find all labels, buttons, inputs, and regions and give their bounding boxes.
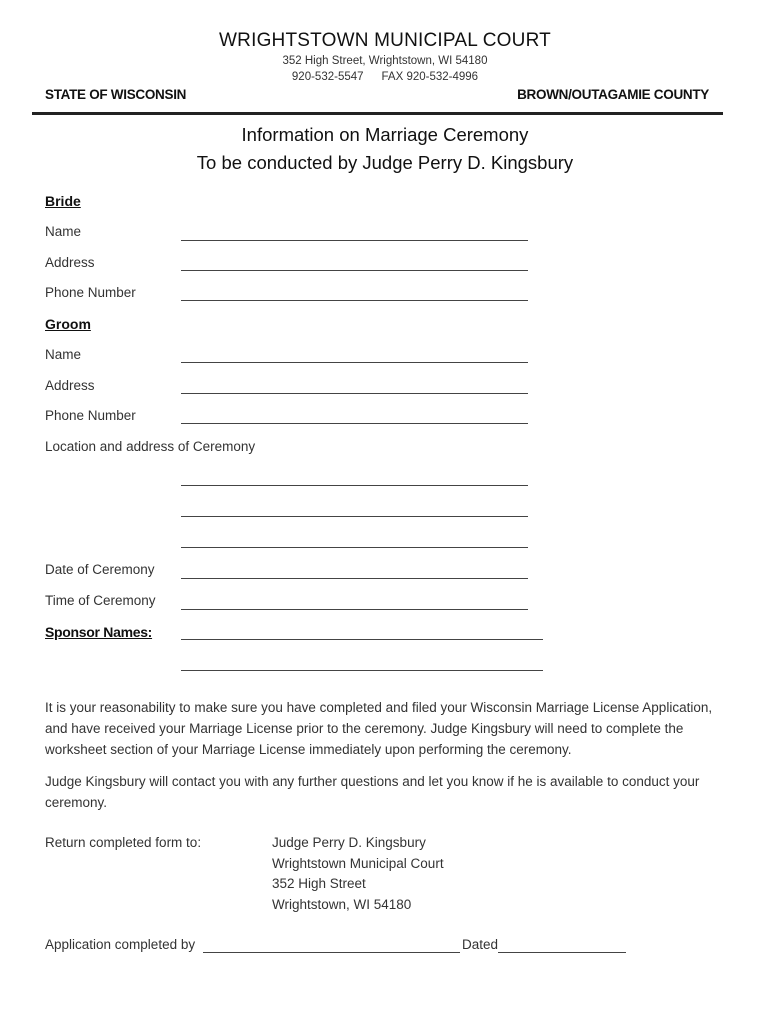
sponsor-label: Sponsor Names: xyxy=(45,624,153,640)
contact-paragraph xyxy=(45,771,735,813)
return-address-line: 352 High Street xyxy=(272,876,366,891)
groom-phone-field[interactable] xyxy=(181,423,528,424)
bride-phone-label: Phone Number xyxy=(45,285,136,300)
bride-name-label: Name xyxy=(45,224,82,239)
return-address xyxy=(272,833,444,915)
paragraph-line: ceremony. xyxy=(45,795,108,810)
groom-heading: Groom xyxy=(45,316,91,332)
groom-address-field[interactable] xyxy=(181,393,528,394)
time-label: Time of Ceremony xyxy=(45,593,156,608)
sponsor-field-line-1[interactable] xyxy=(181,639,543,640)
court-fax: FAX 920-532-4996 xyxy=(381,71,479,83)
return-address-line: Wrightstown, WI 54180 xyxy=(272,896,412,912)
groom-address-label: Address xyxy=(45,378,95,393)
court-address: 352 High Street, Wrightstown, WI 54180 xyxy=(282,55,488,67)
court-phone: 920-532-5547 xyxy=(291,71,364,83)
bride-name-field[interactable] xyxy=(181,240,528,241)
location-field-line-1[interactable] xyxy=(181,485,528,486)
return-address-line: Wrightstown Municipal Court xyxy=(272,855,444,871)
completed-by-field[interactable] xyxy=(203,952,460,953)
responsibility-paragraph xyxy=(45,697,735,760)
state-label: STATE OF WISCONSIN xyxy=(45,87,187,102)
paragraph-line: Judge Kingsbury will contact you with any further questions and let you know if he is available to conduct your xyxy=(45,774,700,789)
return-address-line: Judge Perry D. Kingsbury xyxy=(272,835,426,850)
return-label: Return completed form to: xyxy=(45,835,202,850)
bride-address-label: Address xyxy=(45,255,95,270)
document-subtitle: To be conducted by Judge Perry D. Kingsbury xyxy=(196,152,574,173)
county-label: BROWN/OUTAGAMIE COUNTY xyxy=(517,87,709,102)
court-name: WRIGHTSTOWN MUNICIPAL COURT xyxy=(219,30,551,51)
date-field[interactable] xyxy=(181,578,528,579)
bride-phone-field[interactable] xyxy=(181,300,528,301)
paragraph-line: It is your reasonability to make sure you have completed and filed your Wisconsin Marriage License Application, xyxy=(45,700,713,715)
time-field[interactable] xyxy=(181,609,528,610)
location-label: Location and address of Ceremony xyxy=(45,439,256,454)
location-field-line-3[interactable] xyxy=(181,547,528,548)
document-title: Information on Marriage Ceremony xyxy=(241,124,529,145)
bride-heading: Bride xyxy=(45,193,81,209)
groom-name-field[interactable] xyxy=(181,362,528,363)
completed-by-label: Application completed by xyxy=(45,937,196,952)
location-field-line-2[interactable] xyxy=(181,516,528,517)
paragraph-line: and have received your Marriage License prior to the ceremony. Judge Kingsbury will need to complete the xyxy=(45,721,684,736)
header-rule xyxy=(32,112,723,115)
dated-field[interactable] xyxy=(498,952,626,953)
dated-label: Dated xyxy=(462,937,499,952)
court-contact xyxy=(0,71,770,83)
groom-name-label: Name xyxy=(45,347,82,362)
groom-phone-label: Phone Number xyxy=(45,408,136,423)
date-label: Date of Ceremony xyxy=(45,562,155,577)
bride-address-field[interactable] xyxy=(181,270,528,271)
paragraph-line: worksheet section of your Marriage License immediately upon performing the ceremony. xyxy=(45,742,572,757)
sponsor-field-line-2[interactable] xyxy=(181,670,543,671)
